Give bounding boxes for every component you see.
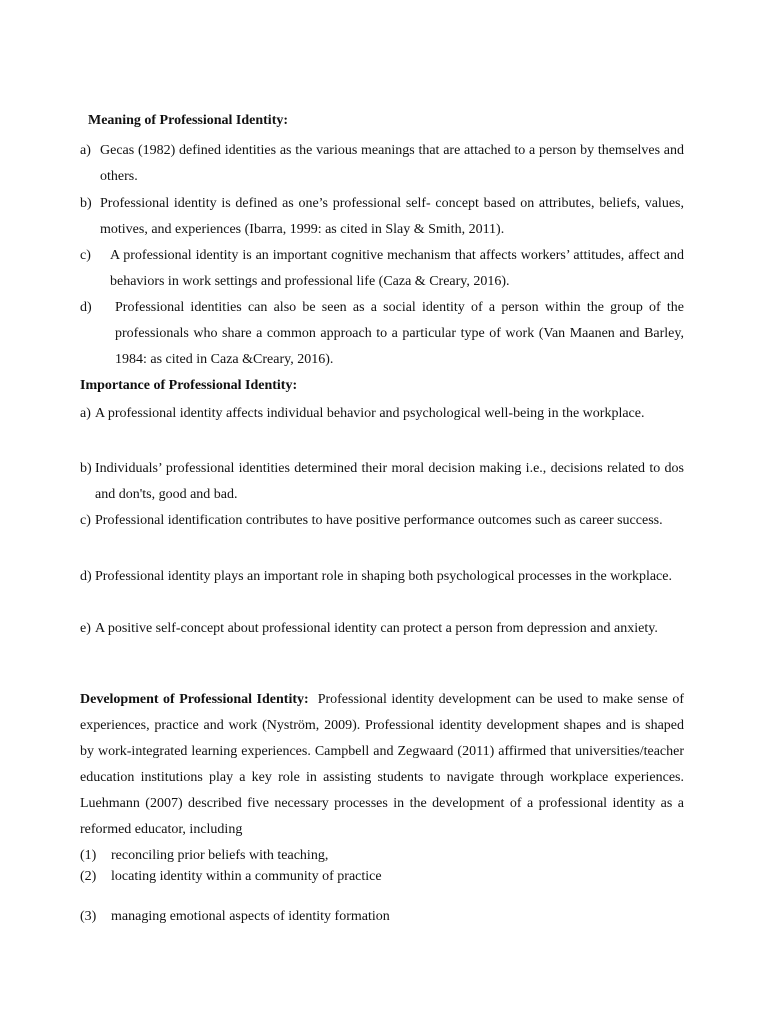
item-text: A professional identity affects individual behavior and psychological well-being in the workplace. xyxy=(95,406,645,421)
item-text: Individuals’ professional identities determined their moral decision making i.e., decisions related to dos and don'ts, good and bad. xyxy=(95,461,684,502)
importance-heading: Importance of Professional Identity: xyxy=(80,378,298,393)
item-text: Professional identification contributes to have positive performance outcomes such as career success. xyxy=(95,513,663,528)
item-marker: a) xyxy=(80,406,91,421)
meaning-item-c xyxy=(80,243,684,295)
item-marker: b) xyxy=(80,196,92,211)
development-paragraph xyxy=(80,687,684,843)
item-text: A positive self-concept about professional identity can protect a person from depression and anxiety. xyxy=(95,621,658,636)
item-marker: b) xyxy=(80,461,92,476)
meaning-heading: Meaning of Professional Identity: xyxy=(88,113,289,128)
item-marker: e) xyxy=(80,621,91,636)
list-number: (1) xyxy=(80,848,97,863)
importance-item-e xyxy=(80,616,684,642)
importance-item-b xyxy=(80,456,684,508)
development-text: Professional identity development can be used to make sense of experiences, practice and work (Nyström, 2009). Professional identity development shapes and is shaped by work-integrated learning experiences. Campbell and Zegwaard (2011) affirmed that universities/teacher education institutions play a key role in assisting students to navigate through workplace experiences. Luehmann (2007) described five necessary processes in the development of a professional identity as a reformed educator, including xyxy=(80,692,685,837)
list-text: locating identity within a community of practice xyxy=(111,869,382,884)
importance-item-d xyxy=(80,564,684,590)
item-text: Professional identities can also be seen as a social identity of a person within the group of the professionals who share a common approach to a particular type of work (Van Maanen and Barley, 1984: as cited in Caza &Creary, 2016). xyxy=(115,300,684,367)
list-text: managing emotional aspects of identity formation xyxy=(111,909,390,924)
item-marker: d) xyxy=(80,300,92,315)
item-text: Professional identity plays an important role in shaping both psychological processes in the workplace. xyxy=(95,569,672,584)
importance-item-a xyxy=(80,401,684,427)
meaning-item-a xyxy=(80,138,684,190)
importance-item-c xyxy=(80,508,684,534)
item-marker: c) xyxy=(80,513,91,528)
item-text: A professional identity is an important cognitive mechanism that affects workers’ attitudes, affect and behaviors in work settings and professional life (Caza & Creary, 2016). xyxy=(110,248,684,289)
meaning-item-b xyxy=(80,191,684,243)
item-marker: d) xyxy=(80,569,92,584)
item-marker: a) xyxy=(80,143,91,158)
development-list-item-3 xyxy=(80,907,684,927)
development-list-item-2 xyxy=(80,867,684,887)
development-list-item-1 xyxy=(80,846,684,866)
development-heading: Development of Professional Identity: xyxy=(80,692,309,707)
item-text: Gecas (1982) defined identities as the various meanings that are attached to a person by themselves and others. xyxy=(100,143,684,184)
list-number: (3) xyxy=(80,909,97,924)
item-marker: c) xyxy=(80,248,91,263)
list-number: (2) xyxy=(80,869,97,884)
meaning-item-d xyxy=(80,295,684,373)
list-text: reconciling prior beliefs with teaching, xyxy=(111,848,329,863)
item-text: Professional identity is defined as one’s professional self- concept based on attributes, beliefs, values, motives, and experiences (Ibarra, 1999: as cited in Slay & Smith, 2011). xyxy=(100,196,684,237)
